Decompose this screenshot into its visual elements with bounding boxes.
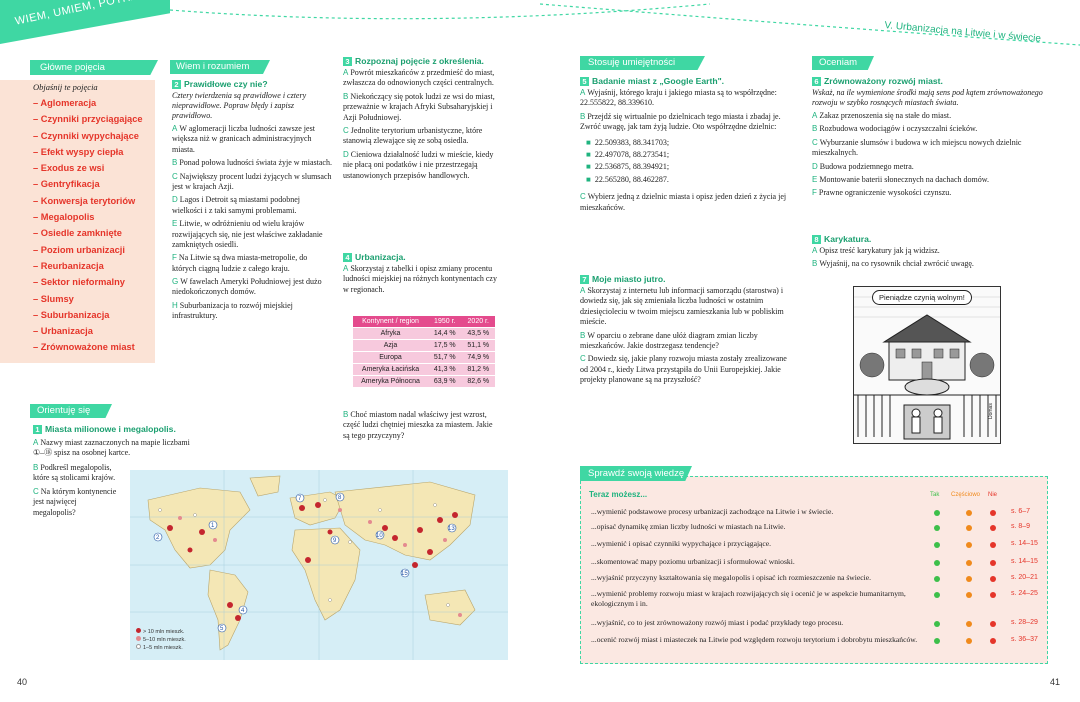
concept-item: – Osiedle zamknięte [33,228,122,239]
understand-item: E Litwie, w odróżnieniu od wielu krajów rozwijających się, nie jest właściwe zakładanie zamkniętych osiedli. [172,219,323,249]
svg-text:2: 2 [156,535,160,541]
concept-item: – Zrównoważone miast [33,342,135,353]
understand-item: B Ponad połowa ludności świata żyje w miastach. [172,158,332,168]
rating-no-dot[interactable] [990,510,996,516]
concept-item: – Sektor nieformalny [33,277,125,288]
concept-item: – Konwersja terytoriów [33,195,136,206]
rating-partly-dot[interactable] [966,525,972,531]
cartoon-section [812,234,1052,273]
mycity-item: C Dowiedz się, jakie plany rozwoju miasta zostały zrealizowane od 2004 r., kiedy Litwa przystąpiła do Unii Europejskiej. Jakie projekty planowane są na przyszłość? [580,354,787,385]
check-row-text: ...skomentować mapy poziomu urbanizacji i sformułować wnioski. [591,557,795,566]
cartoon-title: Karykatura. [824,234,872,244]
orient-title: Miasta milionowe i megalopolis. [45,424,176,434]
table-cell: 74,9 % [462,352,496,364]
table-row [353,328,495,340]
svg-text:5: 5 [220,626,224,632]
concept-item: – Reurbanizacja [33,260,104,271]
rating-yes-dot[interactable] [934,560,940,566]
rating-no-dot[interactable] [990,638,996,644]
understand-items [172,124,332,322]
assess-item: B Rozbudowa wodociągów i oczyszczalni ścieków. [812,124,978,134]
orient-task [33,424,203,436]
rating-partly-dot[interactable] [966,542,972,548]
table-cell: 14,4 % [428,328,461,340]
world-map [130,470,508,660]
concept-item: – Urbanizacja [33,326,93,337]
check-row [591,573,1041,583]
assess-num: 6 [812,77,821,86]
urbanization-item-b: B Choć miastom nadal właściwy jest wzrost, część ludzi chętniej mieszka za miastem. Jakie są tego przyczyny? [343,410,493,440]
rating-partly-dot[interactable] [966,621,972,627]
world-map-svg [130,470,508,660]
concepts-instruction: Objaśnij te pojęcia [33,82,98,92]
table-cell: 82,6 % [462,376,496,388]
rating-no-dot[interactable] [990,576,996,582]
svg-text:7: 7 [298,496,302,502]
orient-item-b: B Podkreśl megalopolis, które są stolicami krajów. [33,463,116,483]
assess-item: F Prawne ograniczenie wysokości czynszu. [812,188,952,198]
assess-section [812,76,1052,202]
legend-medium: 5–10 mln mieszk. [136,636,186,644]
table-cell: 51,1 % [462,340,496,352]
rating-partly-dot[interactable] [966,510,972,516]
orient-item-a: A Nazwy miast zaznaczonych na mapie liczbami ①–⑱ spisz na osobnej kartce. [33,438,190,458]
check-row [591,618,1041,628]
table-header-region: Kontynent / region [353,316,428,328]
legend-small: 1–5 mln mieszk. [136,644,186,652]
table-cell: Afryka [353,328,428,340]
check-row-text: ...wyjaśnić przyczyny kształtowania się megalopolis i opisać ich rozmieszczenie na świecie. [591,573,872,582]
cartoon-items [812,246,1052,270]
concepts-list [33,95,143,356]
table-row [353,376,495,388]
mycity-items [580,286,790,386]
svg-text:8: 8 [338,495,342,501]
coord-item: ■ 22.509383, 88.341703; [586,137,670,147]
concept-item: – Czynniki wypychające [33,130,139,141]
rating-no-dot[interactable] [990,560,996,566]
understand-item: H Suburbanizacja to rozwój miejskiej infrastruktury. [172,300,293,321]
understand-item: C Największy procent ludzi żyjących w slumsach jest w krajach Azji. [172,171,332,191]
recognize-item: A Powrót mieszkańców z przedmieść do miast, zwłaszcza do odnowionych części centralnych. [343,68,495,88]
concept-item: – Megalopolis [33,212,95,223]
skills-section [580,76,790,216]
mycity-item: A Skorzystaj z internetu lub informacji samorządu (starostwa) i dowiedz się, jak się zmieniała liczba ludności w ostatnim dziesięcioleciu w twoim miejscu zamieszkania lub w pobliskim mieście. [580,286,784,327]
coord-item: ■ 22.497078, 88.273541; [586,149,670,159]
concept-item: – Czynniki przyciągające [33,114,143,125]
check-row-text: ...ocenić rozwój miast i miasteczek na Litwie pod względem rozwoju terytorium i dobrobytu mieszkańców. [591,635,918,644]
orient-items-2 [33,463,118,521]
table-row [353,364,495,376]
rating-partly-dot[interactable] [966,592,972,598]
assess-title: Zrównoważony rozwój miast. [824,76,943,86]
coord-item: ■ 22.536875, 88.394921; [586,162,670,172]
concept-item: – Gentryfikacja [33,179,100,190]
understand-title: Prawidłowe czy nie? [184,79,268,89]
rating-no-dot[interactable] [990,542,996,548]
check-row-page: s. 8–9 [1011,523,1031,530]
assess-tag: Oceniam [819,57,858,68]
rating-yes-dot[interactable] [934,621,940,627]
rating-no-dot[interactable] [990,525,996,531]
assess-item: A Zakaz przenoszenia się na stałe do miast. [812,111,952,120]
rating-yes-dot[interactable] [934,592,940,598]
recognize-items [343,68,498,181]
orient-items [33,438,198,462]
svg-text:15: 15 [401,571,408,577]
svg-text:13: 13 [448,526,455,532]
concepts-tag: Główne pojęcia [40,62,105,73]
concept-item: – Suburbanizacja [33,309,110,320]
table-cell: 43,5 % [462,328,496,340]
concept-item: – Exodus ze wsi [33,163,105,174]
orient-item-c: C Na którym kontynencie jest najwięcej megalopolis? [33,486,117,517]
urbanization-section [343,252,498,298]
rating-yes-dot[interactable] [934,542,940,548]
check-row [591,635,1041,645]
check-row-page: s. 14–15 [1011,540,1038,547]
rating-partly-dot[interactable] [966,560,972,566]
mycity-num: 7 [580,275,589,284]
urbanization-title: Urbanizacja. [355,252,406,262]
bullet-icon: ■ [586,162,591,172]
bullet-icon: ■ [586,137,591,147]
svg-text:10: 10 [376,533,383,539]
check-tag: Sprawdź swoją wiedzę [588,468,685,479]
coords-list [586,137,790,187]
map-legend [136,628,186,652]
understand-tag: Wiem i rozumiem [176,61,250,72]
skills-item-c: C Wybierz jedną z dzielnic miasta i opisz jeden dzień z życia jej mieszkańców. [580,192,787,212]
cartoon-drawing [854,287,1000,443]
recognize-item: B Niekończący się potok ludzi ze wsi do miast, przeważnie w krajach Afryki Subsaharyjskiej i Azji Południowej. [343,91,495,122]
rating-partly-dot[interactable] [966,576,972,582]
table-cell: 51,7 % [428,352,461,364]
understand-item: A W aglomeracji liczba ludności zawsze jest większa niż w granicach administracyjnych miasta. [172,124,315,154]
understand-item: G W fawelach Ameryki Południowej jest dużo niedokończonych domów. [172,277,322,297]
urbanization-b [343,410,498,444]
page-number-left: 40 [17,677,28,687]
svg-text:9: 9 [333,538,337,544]
rating-no-dot[interactable] [990,592,996,598]
bullet-icon: ■ [586,174,591,184]
table-cell: Azja [353,340,428,352]
check-row-page: s. 20–21 [1011,574,1038,581]
skills-item-b: B Przejdź się wirtualnie po dzielnicach tego miasta i zbadaj je. Zwróć uwagę, jak tam żyją ludzie. Oto współrzędne dzielnic: [580,111,781,132]
skills-title: Badanie miast z „Google Earth". [592,76,725,86]
check-col-partly: Częściowo [951,492,981,498]
assess-item: E Montowanie baterii słonecznych na dachach domów. [812,174,989,184]
cartoon-image [853,286,1001,444]
mycity-section [580,274,790,389]
understand-item: F Na Litwie są dwa miasta-metropolie, do których ciągną ludzie z całego kraju. [172,253,308,273]
urbanization-table [353,316,495,388]
check-row-text: ...wymienić podstawowe procesy urbanizacji zachodzące na Litwie i w świecie. [591,507,834,516]
table-row [353,352,495,364]
assess-item: C Wyburzanie slumsów i budowa w ich miejscu nowych dzielnic mieszkalnych. [812,137,1022,158]
check-row-page: s. 14–15 [1011,558,1038,565]
recognize-num: 3 [343,57,352,66]
check-row-text: ...wymienić i opisać czynniki wypychające i przyciągające. [591,539,772,548]
table-header-1950: 1950 r. [428,316,461,328]
check-row [591,522,1041,532]
orient-tag: Orientuję się [37,405,91,416]
rating-yes-dot[interactable] [934,576,940,582]
cartoon-num: 8 [812,235,821,244]
legend-large: > 10 mln mieszk. [136,628,186,636]
coord-item: ■ 22.565280, 88.462287. [586,174,669,184]
table-cell: Europa [353,352,428,364]
concept-item: – Poziom urbanizacji [33,244,125,255]
table-cell: 41,3 % [428,364,461,376]
mycity-item: B W oparciu o zebrane dane ułóż diagram zmian liczby mieszkańców. Jakie dostrzegasz tendencje? [580,330,758,350]
cartoon-item: A Opisz treść karykatury jak ją widzisz. [812,246,940,255]
assess-items [812,111,1052,199]
mycity-title: Moje miasto jutro. [592,274,666,284]
urbanization-item-a: A Skorzystaj z tabelki i opisz zmiany procentu ludności miejskiej na różnych kontynentach czy w regionach. [343,264,497,294]
recognize-item: D Cieniowa działalność ludzi w mieście, kiedy nie płacą oni podatków i nie przestrzegają ustanowionych przepisów handlowych. [343,149,494,180]
check-row-page: s. 6–7 [1011,508,1031,515]
concept-item: – Aglomeracja [33,98,97,108]
skills-tag: Stosuję umiejętności [588,57,676,68]
check-row [591,507,1041,517]
check-row-page: s. 24–25 [1011,590,1038,597]
check-row-text: ...opisać dynamikę zmian liczby ludności w miastach na Litwie. [591,522,786,531]
recognize-item: C Jednolite terytorium urbanistyczne, które stanowią zlewające się ze sobą osiedla. [343,125,483,146]
understand-item: D Lagos i Detroit są miastami podobnej wielkości i z taki samymi problemami. [172,195,300,215]
check-row [591,589,1041,609]
page-number-right: 41 [1050,677,1061,687]
check-now: Teraz możesz... [589,490,648,499]
bullet-icon: ■ [586,149,591,159]
check-col-no: Nie [988,492,998,498]
svg-text:1: 1 [211,523,215,529]
recognize-section [343,56,498,184]
table-cell: Ameryka Północna [353,376,428,388]
check-row-page: s. 28–29 [1011,619,1038,626]
rating-no-dot[interactable] [990,621,996,627]
urbanization-num: 4 [343,253,352,262]
understand-num: 2 [172,80,181,89]
check-panel [580,476,1048,664]
check-col-yes: Tak [930,492,940,498]
rating-yes-dot[interactable] [934,525,940,531]
check-row-text: ...wyjaśnić, co to jest zrównoważony rozwój miast i podać przykłady tego procesu. [591,618,844,627]
cartoon-bubble: Pieniądze czynią wolnym! [872,290,972,305]
assess-instruction: Wskaż, na ile wymienione środki mają sens pod kątem zrównoważonego rozwoju w szybko rosnących miastach świata. [812,88,1043,107]
check-row [591,539,1041,549]
table-row [353,340,495,352]
understand-section [172,79,332,325]
table-cell: 17,5 % [428,340,461,352]
cartoon-item: B Wyjaśnij, na co rysownik chciał zwrócić uwagę. [812,259,974,269]
concept-item: – Efekt wyspy ciepła [33,146,124,157]
orient-num: 1 [33,425,42,434]
table-cell: 63,9 % [428,376,461,388]
concept-item: – Slumsy [33,293,74,304]
assess-item: D Budowa podziemnego metra. [812,161,914,171]
table-header-2020: 2020 r. [462,316,496,328]
check-row [591,557,1041,567]
rating-partly-dot[interactable] [966,638,972,644]
skills-item-a: A Wyjaśnij, którego kraju i jakiego miasta są to współrzędne: 22.555822, 88.339610. [580,88,777,108]
chapter-title: V. Urbanizacja na Litwie i w świecie [884,20,1042,45]
understand-instruction: Cztery twierdzenia są prawidłowe i cztery nieprawidłowe. Popraw błędy i zapisz prawidłowo. [172,91,307,120]
check-row-page: s. 36–37 [1011,636,1038,643]
table-cell: 81,2 % [462,364,496,376]
rating-yes-dot[interactable] [934,510,940,516]
rating-yes-dot[interactable] [934,638,940,644]
recognize-title: Rozpoznaj pojęcie z określenia. [355,56,484,66]
table-cell: Ameryka Łacińska [353,364,428,376]
cartoon-signature: Domas [988,403,994,419]
check-row-text: ...wymienić problemy rozwoju miast w krajach rozwijających się i ocenić je w aspekcie humanitarnym, ekologicznym i in. [591,589,906,608]
svg-text:4: 4 [241,608,245,614]
skills-num: 5 [580,77,589,86]
